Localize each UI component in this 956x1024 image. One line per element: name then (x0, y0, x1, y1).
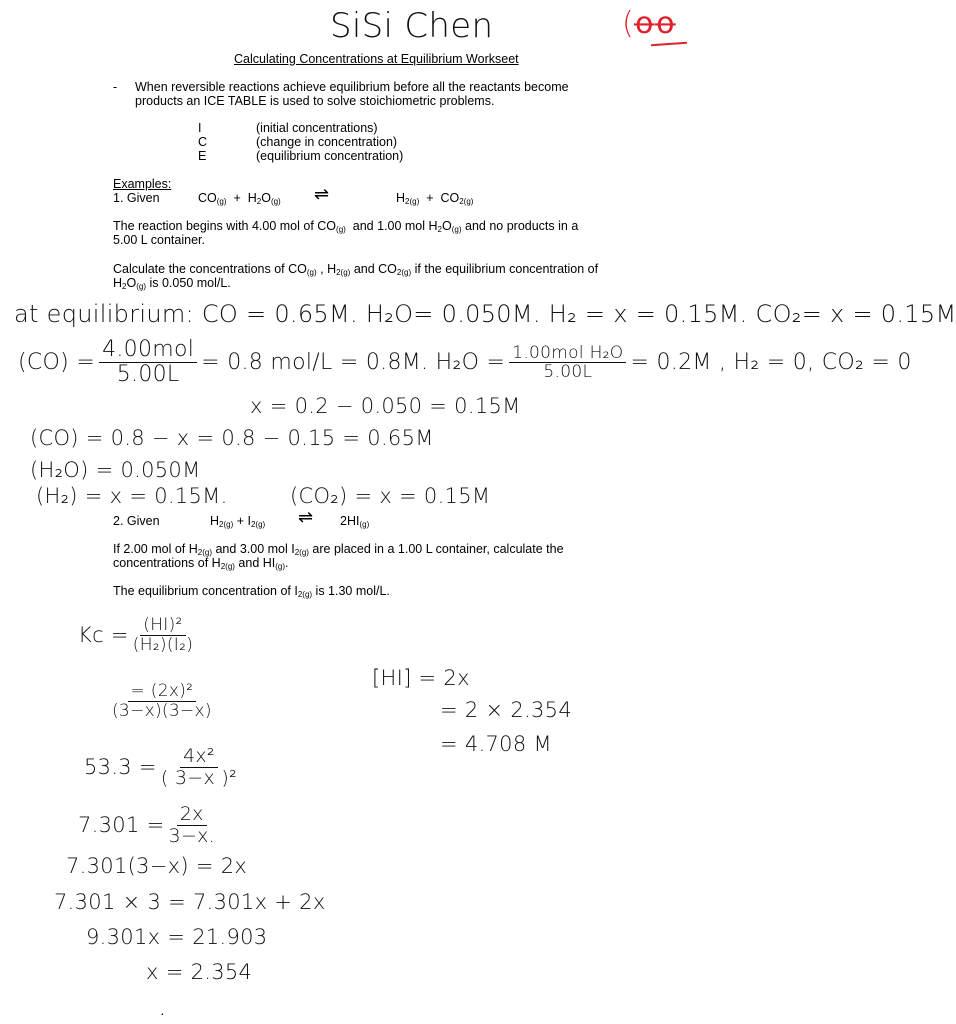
hw-kc-value-eq: 53.3 = $\frac{\text{4x²}}{\text{( 3−x )²}}$ (84, 745, 238, 789)
ex1-label: 1. Given (113, 191, 160, 205)
ex1-para1-line2: 5.00 L container. (113, 233, 205, 247)
intro-bullet: - (113, 80, 118, 94)
ex2-reactants: $H_{2(g)} + I_{2(g)}$ (210, 514, 266, 529)
equilibrium-arrow-icon: ⇌ (298, 507, 314, 527)
ex2-para1: If 2.00 mol of $H_{2(g)}$ and 3.00 mol $I_{2(g)}$ are placed in a 1.00 L container, calculate the (113, 542, 564, 557)
ice-row (198, 121, 378, 135)
hw-step-distribute: 7.301 × 3 = 7.301x + 2x (54, 890, 326, 914)
ex1-para2-line2: $H_2O_{(g)}$ is 0.050 mol/L. (113, 276, 231, 291)
ex1-para2: Calculate the concentrations of $CO_{(g)}$ , $H_{2(g)}$ and $CO_{2(g)}$ if the equilibrium concentration of (113, 262, 599, 277)
hw-kc-substitution: $\frac{\text{= (2x)²}}{(3-x)(3-x)}$ (112, 681, 212, 721)
intro-line-1: When reversible reactions achieve equilibrium before all the reactants become (135, 80, 569, 94)
ex1-products: $H_{2(g)} + CO_{2(g)}$ (396, 191, 474, 206)
equilibrium-arrow-icon: ⇌ (314, 184, 330, 204)
ex2-products: $2HI_{(g)}$ (340, 514, 370, 529)
hw-kc-expression: Kc = $\frac{\text{(HI)²}}{\text{(H₂)(I₂)}}$ (78, 615, 194, 655)
ex2-para2: The equilibrium concentration of $I_{2(g)}$ is 1.30 mol/L. (113, 584, 390, 599)
hw-hi-substitution: = 2 × 2.354 (440, 698, 572, 722)
ice-letter: E (198, 149, 207, 163)
hw-h2o-result: (H₂O) = 0.050M (30, 458, 201, 482)
hw-step-expand: 7.301(3−x) = 2x (66, 854, 248, 878)
hw-step-collect: 9.301x = 21.903 (86, 925, 268, 949)
ice-desc: (change in concentration) (256, 135, 398, 149)
ice-desc: (initial concentrations) (256, 121, 378, 135)
ice-letter: C (198, 135, 208, 149)
hw-solve-x: x = 0.2 − 0.050 = 0.15M (250, 394, 521, 418)
hw-hi-result: = 4.708 M (440, 732, 552, 756)
student-name: SiSi Chen (330, 6, 494, 46)
ex1-para1: The reaction begins with 4.00 mol of $CO_{(g)}$ and 1.00 mol $H_2O_{(g)}$ and no products in a (113, 219, 579, 234)
footer-dot: · (160, 1005, 165, 1021)
hw-h2-result: (H₂) = x = 0.15M. (36, 484, 228, 508)
ex2-para1-line2: concentrations of $H_{2(g)}$ and $HI_{(g)}$. (113, 556, 289, 571)
grade-mark: (ꝋꝋ (622, 6, 676, 41)
grade-underline (651, 42, 687, 47)
examples-heading: Examples: (113, 177, 172, 191)
hw-hi-expression: [HI] = 2x (372, 666, 470, 690)
intro-line-2: products an ICE TABLE is used to solve stoichiometric problems. (135, 94, 495, 108)
ice-letter: I (198, 121, 202, 135)
ex2-label: 2. Given (113, 514, 160, 528)
ice-row (198, 149, 403, 163)
hw-co2-result: (CO₂) = x = 0.15M (290, 484, 491, 508)
ex1-reactants: $CO_{(g)} + H_2O_{(g)}$ (198, 191, 281, 206)
ice-desc: (equilibrium concentration) (256, 149, 404, 163)
hw-co-result: (CO) = 0.8 − x = 0.8 − 0.15 = 0.65M (30, 426, 434, 450)
ice-row (198, 135, 397, 149)
hw-x-result: x = 2.354 (146, 960, 253, 984)
hw-equilibrium-summary: at equilibrium: CO = 0.65M. H₂O= 0.050M. H₂ = x = 0.15M. CO₂= x = 0.15M (14, 300, 956, 328)
hw-sqrt-eq: 7.301 = $\frac{2x}{3-x.}$ (78, 803, 215, 847)
hw-initial-concentrations: (CO) = $\frac{\text{4.00mol}}{5.00L}$ = 0.8 mol/L = 0.8M. H₂O = $\frac{\text{1.00mol H₂O}}{5.00L}$ = 0.2M , H₂ = 0, CO₂ = 0 (18, 337, 912, 388)
worksheet-title: Calculating Concentrations at Equilibrium Workseet (234, 52, 519, 66)
